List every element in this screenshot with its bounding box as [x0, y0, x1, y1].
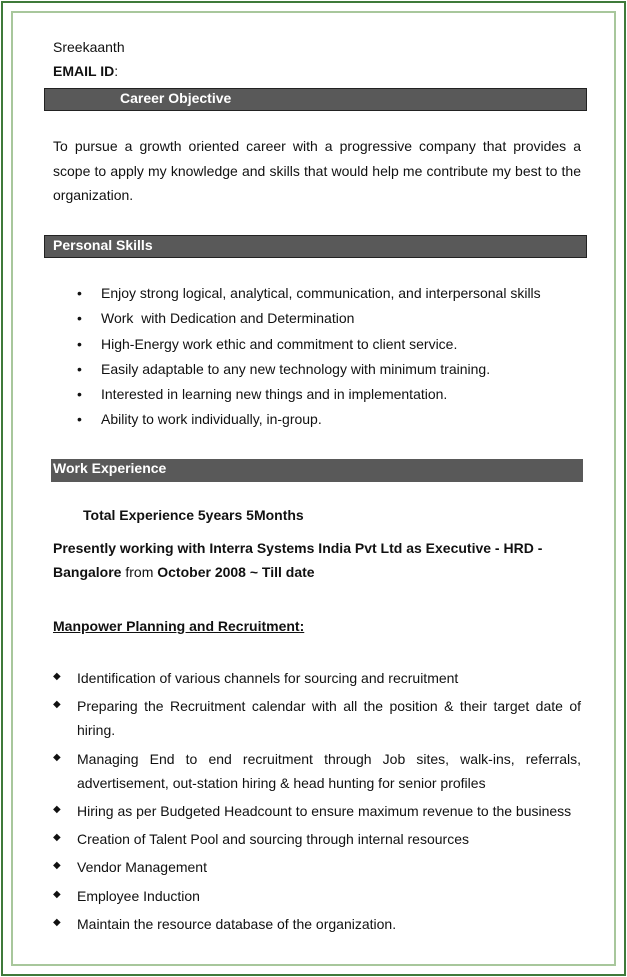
bullet-icon: •	[77, 285, 82, 301]
bullet-icon: •	[77, 361, 82, 377]
personal-skills-heading: Personal Skills	[53, 237, 153, 253]
diamond-bullet-icon: ◆	[53, 699, 61, 710]
diamond-bullet-icon: ◆	[53, 832, 61, 843]
email-label: EMAIL ID	[53, 63, 115, 79]
manpower-heading: Manpower Planning and Recruitment:	[53, 618, 305, 634]
email-colon: :	[114, 63, 119, 79]
bullet-icon: •	[77, 386, 82, 402]
diamond-bullet-icon: ◆	[53, 917, 61, 928]
diamond-bullet-icon: ◆	[53, 889, 61, 900]
diamond-bullet-icon: ◆	[53, 671, 61, 682]
present-employer: Presently working with Interra Systems India Pvt Ltd as Executive - HRD - Bangalore	[53, 540, 543, 580]
bullet-icon: •	[77, 336, 82, 352]
work-experience-heading: Work Experience	[53, 460, 167, 476]
work-experience-bar	[51, 459, 583, 482]
present-from: from	[121, 563, 158, 580]
objective-paragraph: To pursue a growth oriented career with a progressive company that provides a scope to apply my knowledge and skills that would help me contribute my best to the organization.	[53, 138, 581, 203]
diamond-bullet-icon: ◆	[53, 752, 61, 763]
career-objective-bar	[44, 88, 587, 111]
diamond-bullet-icon: ◆	[53, 804, 61, 815]
email-row	[53, 63, 118, 79]
total-experience: Total Experience 5years 5Months	[83, 507, 304, 523]
candidate-name: Sreekaanth	[53, 39, 125, 55]
bullet-icon: •	[77, 310, 82, 326]
present-period: October 2008 ~ Till date	[157, 563, 315, 580]
bullet-icon: •	[77, 411, 82, 427]
career-objective-heading: Career Objective	[120, 90, 232, 106]
resume-page: Sreekaanth EMAIL ID: Career Objective To pursue a growth oriented career with a progressive company that provides a scope to apply my knowledge and skills that would help me contribute my best to the organization. Personal Skills • Enjoy strong logical, analytical, communication, and interpersonal skills • Work with Dedication and Determination • High-Energy work ethic and commitment to client service. • Easily adaptable to any new technology with minimum training. • Interested in learning new things and in implementation. • Ability to work individually, in-group. Work Experience Total Experience 5years 5Months Presently working with Interra Systems India Pvt Ltd as Executive - HRD - Bangalore from October 2008 ~ Till date Manpower Planning and Recruitment: ◆ Identification of various channels for sourcing and recruitment ◆ Preparing the Recruitment calendar with all the position & their target date of hiring. ◆ Managing End to end recruitment through Job sites, walk-ins, referrals, advertisement, out-station hiring & head hunting for senior profiles ◆ Hiring as per Budgeted Headcount to ensure maximum revenue to the business ◆ Creation of Talent Pool and sourcing through internal resources ◆ Vendor Management ◆ Employee Induction ◆ Maintain the resource database of the organization.	[0, 0, 627, 977]
present-employment	[53, 537, 581, 584]
personal-skills-bar	[44, 235, 587, 258]
diamond-bullet-icon: ◆	[53, 860, 61, 871]
